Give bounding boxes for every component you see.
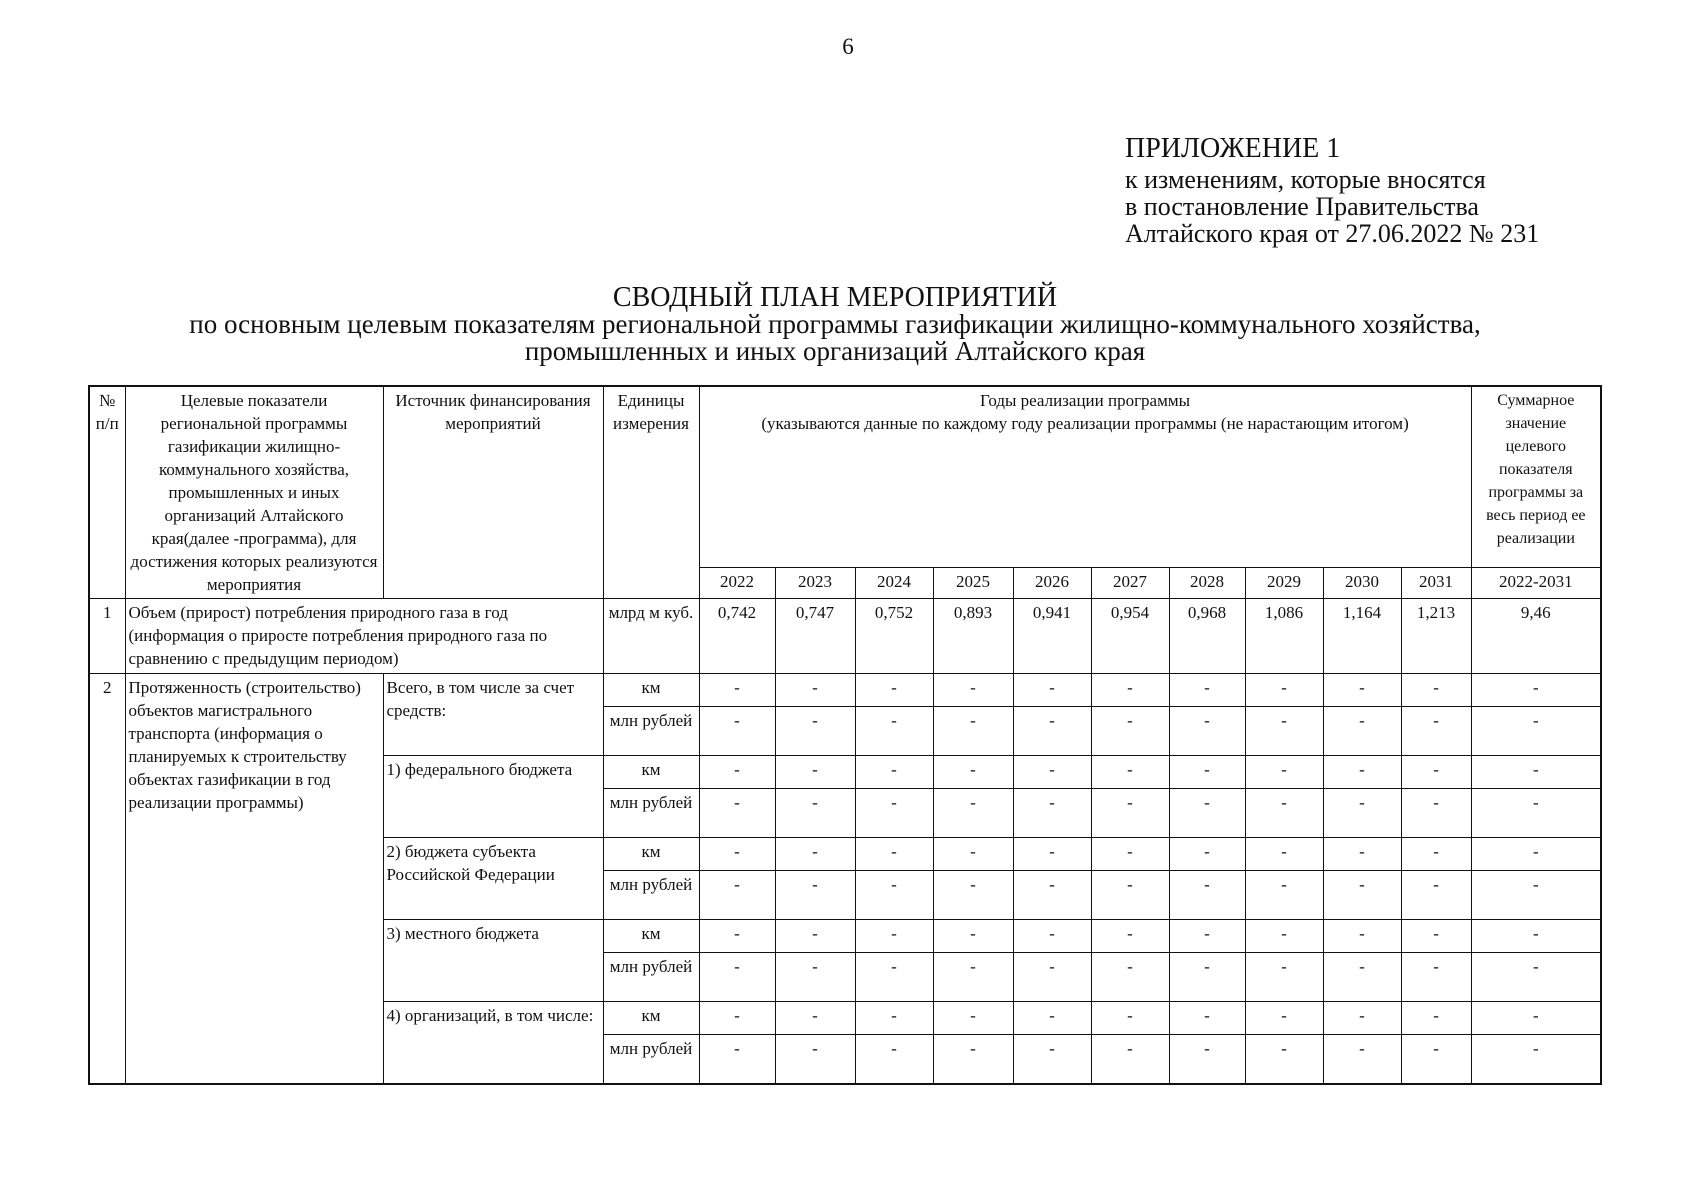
dash-cell: - [699,707,775,756]
dash-cell: - [1471,871,1601,920]
dash-cell: - [775,674,855,707]
dash-cell: - [1091,838,1169,871]
source-cell: 1) федерального бюджета [383,756,603,838]
header-source: Источник финансирования мероприятий [383,386,603,599]
page-number: 6 [842,34,854,59]
dash-cell: - [1169,953,1245,1002]
heading-title: СВОДНЫЙ ПЛАН МЕРОПРИЯТИЙ [612,282,1058,313]
dash-cell: - [1013,674,1091,707]
unit-cell: км [603,674,699,707]
dash-cell: - [855,707,933,756]
dash-cell: - [1401,920,1471,953]
total-period-cell: 2022-2031 [1471,568,1601,599]
dash-cell: - [1245,953,1323,1002]
dash-cell: - [1169,871,1245,920]
dash-cell: - [1323,920,1401,953]
header-years-note: (указываются данные по каждому году реализации программы (не нарастающим итогом) [761,414,1409,433]
appendix-title: ПРИЛОЖЕНИЕ 1 [1125,133,1341,164]
value-cell: 0,941 [1013,599,1091,674]
dash-cell: - [1323,953,1401,1002]
value-cell: 0,968 [1169,599,1245,674]
dash-cell: - [933,871,1013,920]
dash-cell: - [1169,838,1245,871]
dash-cell: - [933,953,1013,1002]
year-cell: 2022 [699,568,775,599]
dash-cell: - [1401,707,1471,756]
dash-cell: - [933,1002,1013,1035]
dash-cell: - [1471,1002,1601,1035]
dash-cell: - [933,674,1013,707]
year-cell: 2027 [1091,568,1169,599]
dash-cell: - [855,920,933,953]
dash-cell: - [1245,920,1323,953]
dash-cell: - [1471,707,1601,756]
dash-cell: - [1245,871,1323,920]
dash-cell: - [775,756,855,789]
unit-cell: млн рублей [603,871,699,920]
dash-cell: - [1091,707,1169,756]
heading-subtitle: по основным целевым показателям региональной программы газификации жилищно-коммунального хозяйства, [189,309,1481,339]
dash-cell: - [1323,838,1401,871]
dash-cell: - [1245,674,1323,707]
appendix-line: Алтайского края от 27.06.2022 № 231 [1125,219,1540,248]
unit-cell: км [603,756,699,789]
header-num: № п/п [89,386,125,599]
row-num: 1 [89,599,125,674]
dash-cell: - [855,674,933,707]
dash-cell: - [699,920,775,953]
dash-cell: - [699,953,775,1002]
dash-cell: - [1169,1035,1245,1085]
document-heading [100,284,1570,365]
dash-cell: - [1091,1035,1169,1085]
unit-cell: млн рублей [603,953,699,1002]
dash-cell: - [1013,953,1091,1002]
dash-cell: - [1091,871,1169,920]
dash-cell: - [1323,1035,1401,1085]
dash-cell: - [1091,920,1169,953]
dash-cell: - [699,1002,775,1035]
row-indicator: Протяженность (строительство) объектов магистрального транспорта (информация о планируемых к строительству объектах газификации в год реализации программы) [125,674,383,1085]
dash-cell: - [1169,789,1245,838]
dash-cell: - [1245,756,1323,789]
appendix-line: к изменениям, которые вносятся [1125,165,1486,194]
heading-subtitle: промышленных и иных организаций Алтайского края [524,336,1146,366]
dash-cell: - [1169,1002,1245,1035]
dash-cell: - [933,789,1013,838]
dash-cell: - [855,789,933,838]
dash-cell: - [1091,789,1169,838]
dash-cell: - [1013,789,1091,838]
year-cell: 2024 [855,568,933,599]
dash-cell: - [1245,707,1323,756]
dash-cell: - [1091,953,1169,1002]
dash-cell: - [855,1002,933,1035]
year-cell: 2031 [1401,568,1471,599]
value-cell: 1,164 [1323,599,1401,674]
header-unit: Единицы измерения [603,386,699,599]
dash-cell: - [775,920,855,953]
dash-cell: - [699,756,775,789]
source-cell: Всего, в том числе за счет средств: [383,674,603,756]
unit-cell: км [603,838,699,871]
dash-cell: - [933,838,1013,871]
dash-cell: - [1323,1002,1401,1035]
dash-cell: - [1471,674,1601,707]
table-row [89,599,1601,674]
header-row [89,386,1601,568]
year-cell: 2026 [1013,568,1091,599]
source-cell: 3) местного бюджета [383,920,603,1002]
source-cell: 4) организаций, в том числе: [383,1002,603,1085]
dash-cell: - [855,871,933,920]
dash-cell: - [775,871,855,920]
dash-cell: - [1245,838,1323,871]
dash-cell: - [1401,953,1471,1002]
dash-cell: - [1091,1002,1169,1035]
value-cell: 0,954 [1091,599,1169,674]
dash-cell: - [1471,756,1601,789]
dash-cell: - [699,789,775,838]
dash-cell: - [699,871,775,920]
dash-cell: - [775,707,855,756]
dash-cell: - [1471,920,1601,953]
dash-cell: - [775,789,855,838]
appendix-block [1125,135,1539,247]
header-total: Суммарное значение целевого показателя программы за весь период ее реализации [1471,386,1601,568]
dash-cell: - [1169,756,1245,789]
unit-cell: км [603,1002,699,1035]
dash-cell: - [1091,674,1169,707]
dash-cell: - [1013,871,1091,920]
dash-cell: - [855,838,933,871]
dash-cell: - [1013,1035,1091,1085]
dash-cell: - [1401,1035,1471,1085]
dash-cell: - [1013,707,1091,756]
value-cell: 0,742 [699,599,775,674]
year-cell: 2030 [1323,568,1401,599]
header-years-title: Годы реализации программы [979,391,1191,410]
dash-cell: - [855,1035,933,1085]
dash-cell: - [1401,871,1471,920]
dash-cell: - [1245,1002,1323,1035]
year-cell: 2025 [933,568,1013,599]
row-indicator: Объем (прирост) потребления природного газа в год (информация о приросте потребления природного газа по сравнению с предыдущим периодом) [125,599,603,674]
dash-cell: - [1169,920,1245,953]
row-unit: млрд м куб. [603,599,699,674]
value-cell: 1,086 [1245,599,1323,674]
dash-cell: - [1323,674,1401,707]
value-cell: 0,747 [775,599,855,674]
dash-cell: - [775,838,855,871]
dash-cell: - [1245,1035,1323,1085]
dash-cell: - [1471,953,1601,1002]
unit-cell: млн рублей [603,707,699,756]
value-cell: 0,893 [933,599,1013,674]
dash-cell: - [1169,674,1245,707]
dash-cell: - [699,674,775,707]
row-num: 2 [89,674,125,1085]
dash-cell: - [775,953,855,1002]
dash-cell: - [775,1035,855,1085]
dash-cell: - [775,1002,855,1035]
dash-cell: - [1013,920,1091,953]
dash-cell: - [933,920,1013,953]
dash-cell: - [699,1035,775,1085]
dash-cell: - [1245,789,1323,838]
dash-cell: - [1471,789,1601,838]
unit-cell: млн рублей [603,789,699,838]
unit-cell: км [603,920,699,953]
dash-cell: - [933,1035,1013,1085]
dash-cell: - [1323,871,1401,920]
total-value-cell: 9,46 [1471,599,1601,674]
dash-cell: - [933,707,1013,756]
value-cell: 1,213 [1401,599,1471,674]
dash-cell: - [1013,1002,1091,1035]
dash-cell: - [1323,789,1401,838]
year-cell: 2029 [1245,568,1323,599]
dash-cell: - [1471,838,1601,871]
unit-cell: млн рублей [603,1035,699,1085]
dash-cell: - [855,953,933,1002]
dash-cell: - [1401,756,1471,789]
header-indicator: Целевые показатели региональной программы газификации жилищно-коммунального хозяйства, промышленных и иных организаций Алтайского края(далее -программа), для достижения которых реализуются мероприятия [125,386,383,599]
dash-cell: - [1169,707,1245,756]
source-cell: 2) бюджета субъекта Российской Федерации [383,838,603,920]
dash-cell: - [1013,756,1091,789]
dash-cell: - [1471,1035,1601,1085]
dash-cell: - [1013,838,1091,871]
dash-cell: - [1323,707,1401,756]
appendix-line: в постановление Правительства [1125,192,1479,221]
dash-cell: - [933,756,1013,789]
year-cell: 2028 [1169,568,1245,599]
dash-cell: - [1401,674,1471,707]
dash-cell: - [855,756,933,789]
dash-cell: - [699,838,775,871]
dash-cell: - [1091,756,1169,789]
dash-cell: - [1401,789,1471,838]
value-cell: 0,752 [855,599,933,674]
table-row [89,674,1601,707]
dash-cell: - [1401,838,1471,871]
header-years-group [699,386,1471,568]
plan-table [88,385,1602,1085]
dash-cell: - [1323,756,1401,789]
year-cell: 2023 [775,568,855,599]
dash-cell: - [1401,1002,1471,1035]
